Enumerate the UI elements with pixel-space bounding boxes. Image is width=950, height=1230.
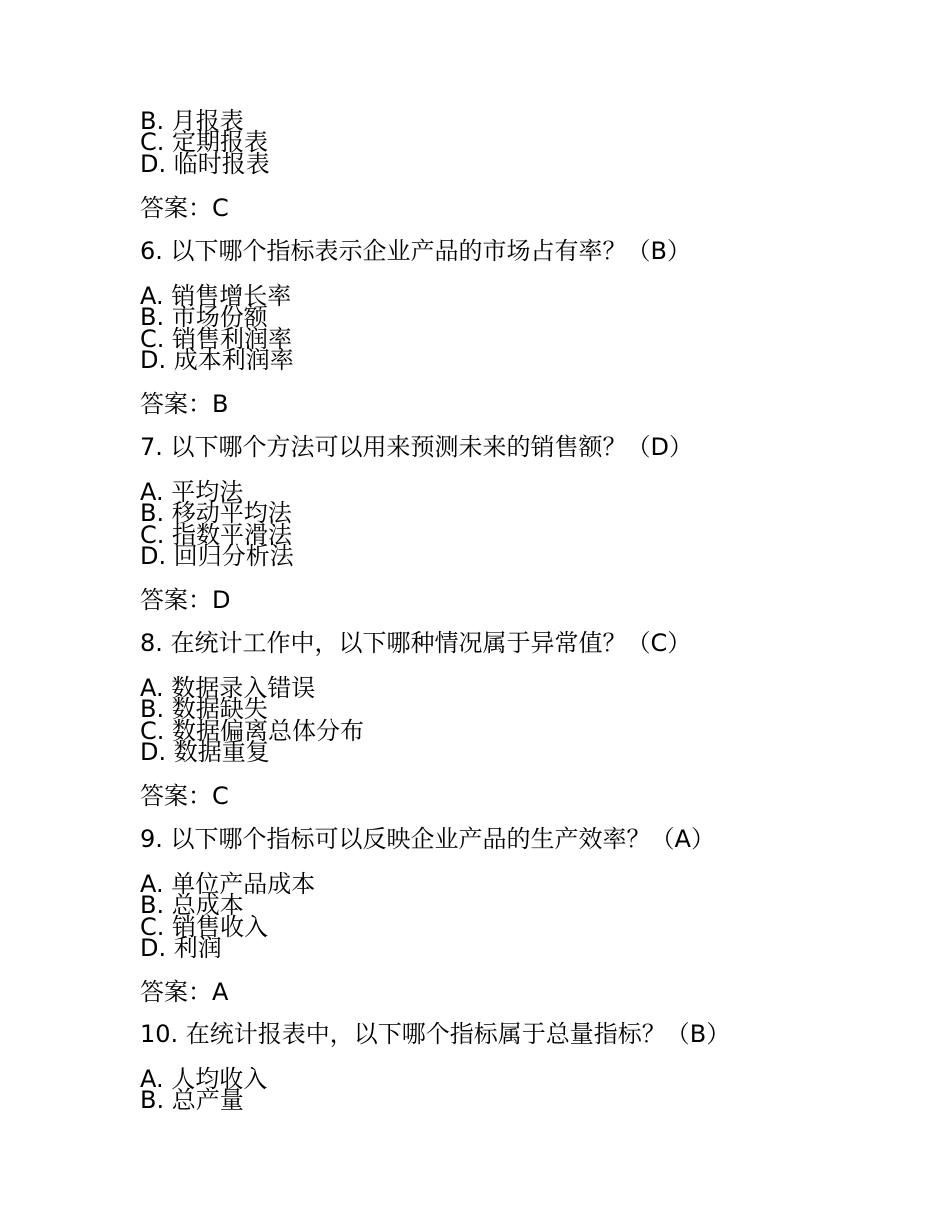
q9-option-c: C. 销售收入: [140, 913, 269, 941]
q7-question: 7. 以下哪个方法可以用来预测未来的销售额？（D）: [140, 433, 694, 461]
q7-answer: 答案：D: [140, 586, 231, 614]
q5-option-d: D. 临时报表: [140, 150, 270, 178]
q8-option-a: A. 数据录入错误: [140, 674, 316, 702]
q8-option-b: B. 数据缺失: [140, 695, 268, 723]
q6-option-b: B. 市场份额: [140, 303, 268, 331]
q9-option-b: B. 总成本: [140, 891, 244, 919]
q8-option-d: D. 数据重复: [140, 738, 270, 766]
q8-answer: 答案：C: [140, 782, 229, 810]
q6-option-d: D. 成本利润率: [140, 346, 294, 374]
q7-option-b: B. 移动平均法: [140, 499, 292, 527]
q6-option-c: C. 销售利润率: [140, 325, 293, 353]
q8-question: 8. 在统计工作中，以下哪种情况属于异常值？（C）: [140, 629, 692, 657]
q9-option-d: D. 利润: [140, 934, 222, 962]
q7-option-d: D. 回归分析法: [140, 542, 294, 570]
q10-option-a: A. 人均收入: [140, 1065, 268, 1093]
q7-option-a: A. 平均法: [140, 478, 244, 506]
q5-answer: 答案：C: [140, 194, 229, 222]
q10-option-b: B. 总产量: [140, 1086, 244, 1114]
q9-option-a: A. 单位产品成本: [140, 870, 316, 898]
q5-option-b: B. 月报表: [140, 107, 244, 135]
q9-answer: 答案：A: [140, 978, 229, 1006]
q7-option-c: C. 指数平滑法: [140, 521, 293, 549]
q6-question: 6. 以下哪个指标表示企业产品的市场占有率？（B）: [140, 237, 691, 265]
q5-option-c: C. 定期报表: [140, 128, 269, 156]
q6-answer: 答案：B: [140, 390, 229, 418]
q6-option-a: A. 销售增长率: [140, 282, 292, 310]
q10-question: 10. 在统计报表中，以下哪个指标属于总量指标？（B）: [140, 1020, 731, 1048]
q9-question: 9. 以下哪个指标可以反映企业产品的生产效率？（A）: [140, 825, 715, 853]
q8-option-c: C. 数据偏离总体分布: [140, 717, 365, 745]
